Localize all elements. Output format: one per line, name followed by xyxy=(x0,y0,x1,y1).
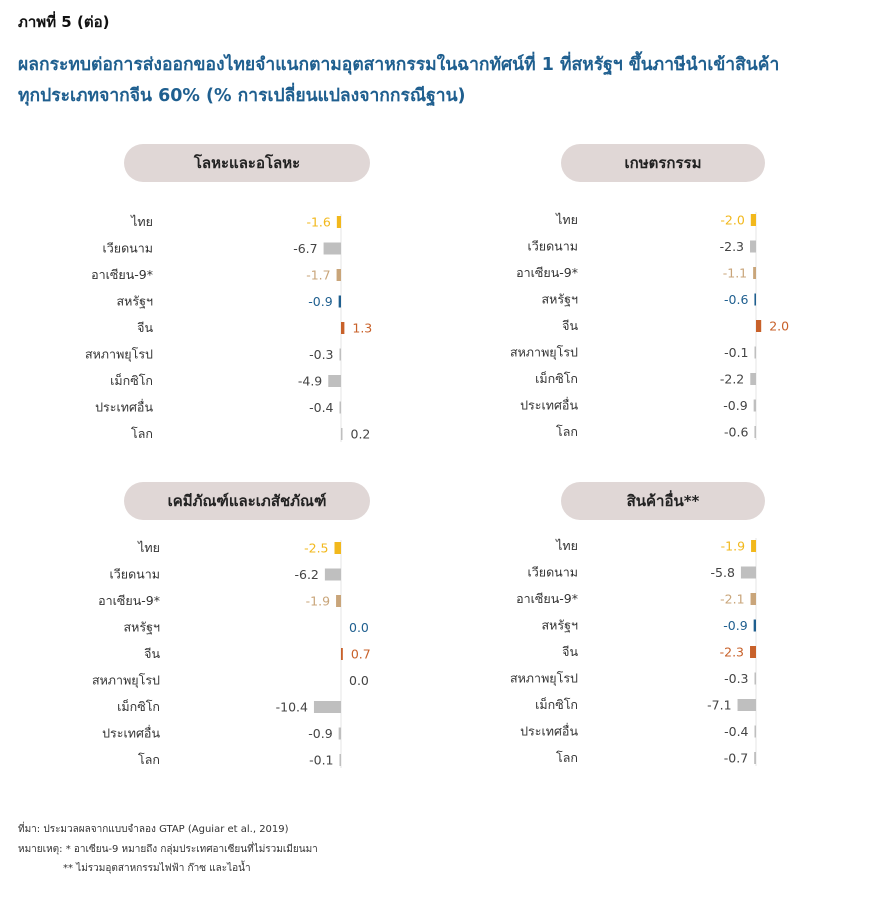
bar-chemicals-0 xyxy=(335,542,342,554)
chart-svg-agriculture xyxy=(430,144,850,464)
category-label-agriculture-4: จีน xyxy=(562,318,578,333)
value-label-metals-4: 1.3 xyxy=(352,320,373,336)
value-label-other-goods-5: -0.3 xyxy=(724,671,749,686)
bar-other-goods-5 xyxy=(755,673,757,685)
value-label-agriculture-5: -0.1 xyxy=(724,345,749,360)
figure-title-line1: ผลกระทบต่อการส่งออกของไทยจำแนกตามอุตสาหกรรมในฉากทัศน์ที่ 1 ที่สหรัฐฯ ขึ้นภาษีนำเข้าสินค้า xyxy=(18,55,780,75)
bar-metals-5 xyxy=(340,349,342,361)
panel-title-chemicals: เคมีภัณฑ์และเภสัชภัณฑ์ xyxy=(124,482,370,520)
category-label-metals-7: ประเทศอื่น xyxy=(95,399,153,415)
bar-metals-8 xyxy=(341,428,343,440)
figure-title-line2: ทุกประเภทจากจีน 60% (% การเปลี่ยนแปลงจากกรณีฐาน) xyxy=(18,86,466,106)
value-label-chemicals-2: -1.9 xyxy=(305,593,331,609)
category-label-other-goods-3: สหรัฐฯ xyxy=(541,617,578,633)
value-label-chemicals-7: -0.9 xyxy=(308,726,333,741)
figure-title xyxy=(18,50,858,112)
category-label-other-goods-5: สหภาพยุโรป xyxy=(509,670,578,686)
value-label-other-goods-1: -5.8 xyxy=(710,565,735,580)
bar-metals-6 xyxy=(328,375,341,387)
value-label-chemicals-1: -6.2 xyxy=(294,567,319,582)
value-label-metals-2: -1.7 xyxy=(306,267,331,283)
category-label-chemicals-4: จีน xyxy=(144,646,160,661)
category-label-chemicals-3: สหรัฐฯ xyxy=(123,619,160,635)
category-label-other-goods-1: เวียดนาม xyxy=(527,564,578,580)
category-label-metals-5: สหภาพยุโรป xyxy=(84,346,153,362)
value-label-other-goods-3: -0.9 xyxy=(723,618,748,633)
bar-agriculture-1 xyxy=(750,241,756,253)
category-label-other-goods-0: ไทย xyxy=(556,538,578,553)
chart-svg-other-goods xyxy=(430,482,850,802)
footer-source: ที่มา: ประมวลผลจากแบบจำลอง GTAP (Aguiar et al., 2019) xyxy=(18,824,289,835)
panel-title-other-goods: สินค้าอื่น** xyxy=(561,482,765,520)
value-label-agriculture-3: -0.6 xyxy=(724,292,749,307)
bar-metals-0 xyxy=(337,216,341,228)
category-label-agriculture-0: ไทย xyxy=(556,212,578,227)
value-label-chemicals-8: -0.1 xyxy=(309,752,334,768)
bar-agriculture-6 xyxy=(750,373,756,385)
category-label-other-goods-4: จีน xyxy=(562,644,578,659)
value-label-agriculture-6: -2.2 xyxy=(719,371,745,387)
value-label-other-goods-6: -7.1 xyxy=(707,697,732,713)
value-label-chemicals-5: 0.0 xyxy=(349,673,369,688)
bar-metals-7 xyxy=(340,402,342,414)
value-label-chemicals-0: -2.5 xyxy=(304,540,329,556)
value-label-metals-3: -0.9 xyxy=(308,294,333,309)
chart-svg-metals xyxy=(0,144,420,464)
footer-note1: หมายเหตุ: * อาเซียน-9 หมายถึง กลุ่มประเทศอาเซียนที่ไม่รวมเมียนมา xyxy=(18,844,318,855)
category-label-chemicals-0: ไทย xyxy=(138,540,160,555)
chart-panel-agriculture xyxy=(430,144,850,464)
category-label-metals-2: อาเซียน-9* xyxy=(91,267,153,282)
category-label-agriculture-5: สหภาพยุโรป xyxy=(509,344,578,360)
value-label-other-goods-2: -2.1 xyxy=(720,591,745,607)
category-label-chemicals-8: โลก xyxy=(138,752,160,767)
value-label-other-goods-8: -0.7 xyxy=(723,750,749,766)
value-label-agriculture-2: -1.1 xyxy=(722,265,748,281)
category-label-chemicals-5: สหภาพยุโรป xyxy=(91,672,160,688)
category-label-other-goods-6: เม็กซิโก xyxy=(535,697,578,712)
category-label-agriculture-3: สหรัฐฯ xyxy=(541,291,578,307)
category-label-metals-8: โลก xyxy=(131,426,153,441)
bar-metals-2 xyxy=(337,269,341,281)
category-label-chemicals-2: อาเซียน-9* xyxy=(98,593,160,608)
bar-metals-4 xyxy=(341,322,344,334)
value-label-other-goods-4: -2.3 xyxy=(719,644,745,660)
bar-chemicals-1 xyxy=(325,569,341,581)
category-label-other-goods-8: โลก xyxy=(556,750,578,765)
chart-panel-chemicals xyxy=(0,482,420,802)
chart-panel-metals xyxy=(0,144,420,464)
category-label-metals-0: ไทย xyxy=(131,214,153,229)
figure-label: ภาพที่ 5 (ต่อ) xyxy=(18,13,110,31)
category-label-agriculture-1: เวียดนาม xyxy=(527,238,578,254)
panel-title-agriculture: เกษตรกรรม xyxy=(561,144,765,182)
bar-other-goods-0 xyxy=(751,540,756,552)
category-label-metals-6: เม็กซิโก xyxy=(110,373,153,388)
bar-agriculture-4 xyxy=(756,320,761,332)
value-label-metals-7: -0.4 xyxy=(309,400,334,415)
panel-title-metals: โลหะและอโลหะ xyxy=(124,144,370,182)
bar-agriculture-2 xyxy=(753,267,756,279)
bar-other-goods-7 xyxy=(755,726,757,738)
category-label-metals-1: เวียดนาม xyxy=(102,240,153,256)
bar-other-goods-6 xyxy=(738,699,756,711)
category-label-agriculture-7: ประเทศอื่น xyxy=(520,397,578,413)
value-label-agriculture-7: -0.9 xyxy=(723,398,748,413)
category-label-other-goods-2: อาเซียน-9* xyxy=(516,591,578,606)
category-label-other-goods-7: ประเทศอื่น xyxy=(520,723,578,739)
value-label-other-goods-0: -1.9 xyxy=(720,538,746,554)
bar-other-goods-3 xyxy=(754,620,756,632)
bar-agriculture-5 xyxy=(755,347,757,359)
chart-panel-other-goods xyxy=(430,482,850,802)
bar-other-goods-2 xyxy=(751,593,756,605)
value-label-agriculture-0: -2.0 xyxy=(720,212,745,228)
category-label-chemicals-6: เม็กซิโก xyxy=(117,699,160,714)
footer-note2: ** ไม่รวมอุตสาหกรรมไฟฟ้า ก๊าซ และไอน้ำ xyxy=(63,863,251,874)
bar-chemicals-8 xyxy=(340,754,342,766)
value-label-metals-0: -1.6 xyxy=(306,214,331,230)
bar-metals-1 xyxy=(324,243,341,255)
bar-chemicals-2 xyxy=(336,595,341,607)
value-label-chemicals-4: 0.7 xyxy=(350,646,371,662)
bar-chemicals-7 xyxy=(339,728,341,740)
bar-metals-3 xyxy=(339,296,341,308)
bar-agriculture-7 xyxy=(754,400,756,412)
value-label-agriculture-1: -2.3 xyxy=(719,239,745,254)
bar-other-goods-8 xyxy=(754,752,756,764)
value-label-other-goods-7: -0.4 xyxy=(724,724,749,739)
category-label-chemicals-1: เวียดนาม xyxy=(109,566,160,582)
value-label-agriculture-4: 2.0 xyxy=(769,318,790,334)
bar-chemicals-6 xyxy=(314,701,341,713)
category-label-agriculture-8: โลก xyxy=(556,424,578,439)
value-label-metals-1: -6.7 xyxy=(293,241,318,256)
value-label-metals-8: 0.2 xyxy=(350,426,371,442)
value-label-agriculture-8: -0.6 xyxy=(724,424,749,440)
bar-agriculture-3 xyxy=(754,294,756,306)
bar-other-goods-1 xyxy=(741,567,756,579)
value-label-metals-6: -4.9 xyxy=(297,373,323,389)
bar-chemicals-4 xyxy=(341,648,343,660)
bar-agriculture-0 xyxy=(751,214,756,226)
category-label-agriculture-6: เม็กซิโก xyxy=(535,371,578,386)
category-label-metals-4: จีน xyxy=(137,320,153,335)
chart-svg-chemicals xyxy=(0,482,420,802)
category-label-agriculture-2: อาเซียน-9* xyxy=(516,265,578,280)
value-label-chemicals-3: 0.0 xyxy=(349,620,369,635)
category-label-chemicals-7: ประเทศอื่น xyxy=(102,725,160,741)
bar-agriculture-8 xyxy=(754,426,756,438)
value-label-metals-5: -0.3 xyxy=(309,347,334,362)
bar-other-goods-4 xyxy=(750,646,756,658)
category-label-metals-3: สหรัฐฯ xyxy=(116,293,153,309)
value-label-chemicals-6: -10.4 xyxy=(275,699,308,715)
